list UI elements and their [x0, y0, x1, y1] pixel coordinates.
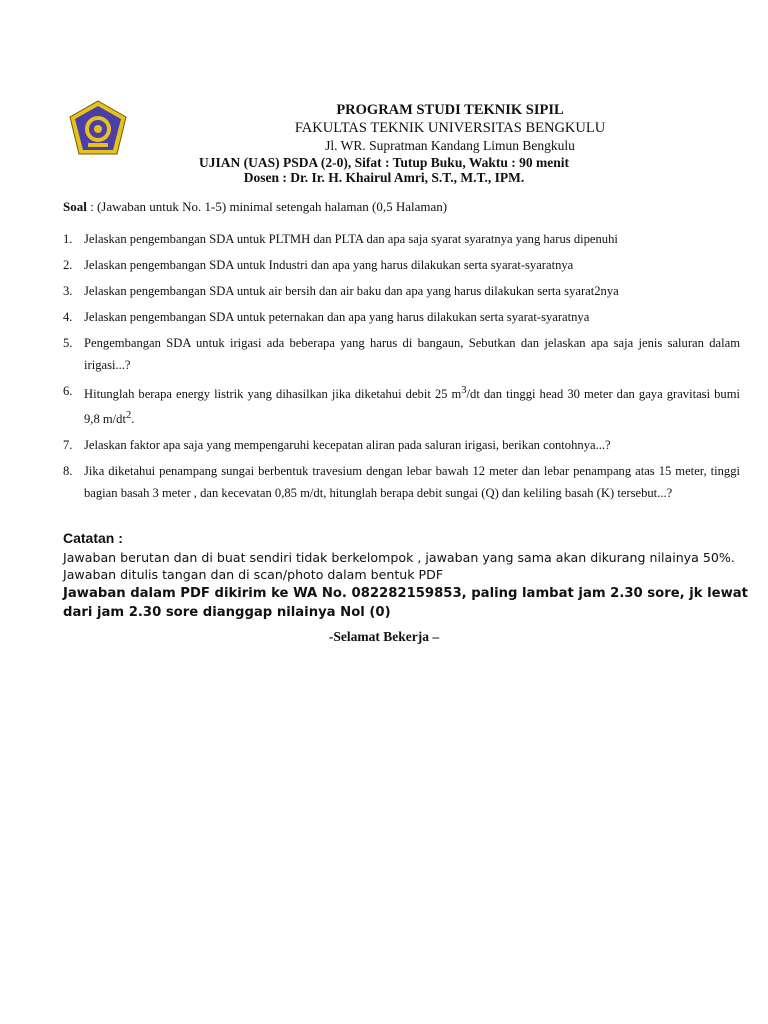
question-text: Jelaskan faktor apa saja yang mempengaruhi kecepatan aliran pada saluran irigasi, berikan contohnya...? [84, 438, 611, 453]
question-text: Pengembangan SDA untuk irigasi ada beberapa yang harus di bangaun, Sebutkan dan jelaskan apa saja jenis saluran dalam irigasi...? [84, 336, 740, 372]
question-item [63, 460, 740, 504]
question-item [63, 306, 740, 328]
question-text: Jelaskan pengembangan SDA untuk Industri dan apa yang harus dilakukan serta syarat-syaratnya [84, 258, 574, 272]
note-line: Jawaban ditulis tangan dan di scan/photo dalam bentuk PDF [63, 567, 444, 582]
soal-text: : (Jawaban untuk No. 1-5) minimal setengah halaman (0,5 Halaman) [86, 199, 448, 214]
question-number: 4. [63, 310, 73, 324]
question-number: 8. [63, 464, 73, 479]
exam-info: UJIAN (UAS) PSDA (2-0), Sifat : Tutup Buku, Waktu : 90 menit [199, 155, 569, 170]
question-text: Jika diketahui penampang sungai berbentuk travesium dengan lebar bawah 12 meter dan lebar penampang atas 15 meter, tinggi bagian basah 3 meter , dan kecevatan 0,85 m/dt, hitunglah berapa debit sungai (Q) dan keliling basah (K) tersebut...? [84, 464, 740, 501]
question-text: Jelaskan pengembangan SDA untuk peternakan dan apa yang harus dilakukan serta syarat-syaratnya [84, 310, 590, 324]
closing-text: -Selamat Bekerja – [328, 629, 440, 644]
question-number: 7. [63, 438, 73, 453]
question-item [63, 280, 740, 302]
question-text-part: /dt dan tinggi head 30 meter dan gaya gravitasi bumi 9,8 m/dt [84, 387, 740, 427]
question-number: 1. [63, 232, 73, 246]
soal-label: Soal [63, 199, 87, 214]
question-item [63, 254, 740, 276]
question-text-part: Hitunglah berapa energy listrik yang dihasilkan jika diketahui debit 25 m [84, 387, 462, 402]
notes-section [63, 530, 753, 622]
question-number: 3. [63, 284, 73, 298]
question-text: Jelaskan pengembangan SDA untuk air bersih dan air baku dan apa yang harus dilakukan serta syarat2nya [84, 284, 619, 298]
address: Jl. WR. Supratman Kandang Limun Bengkulu [325, 138, 575, 153]
question-number: 5. [63, 336, 73, 350]
note-line-deadline: Jawaban dalam PDF dikirim ke WA No. 082282159853, paling lambat jam 2.30 sore, jk lewat dari jam 2.30 sore dianggap nilainya Nol (0) [63, 586, 748, 620]
superscript: 2 [125, 410, 132, 422]
question-item [63, 380, 740, 430]
note-line: Jawaban berutan dan di buat sendiri tidak berkelompok , jawaban yang sama akan dikurang nilainya 50%. [63, 550, 735, 565]
superscript: 3 [461, 385, 467, 396]
question-item [63, 332, 740, 376]
question-item [63, 228, 740, 250]
university-emblem-icon [68, 99, 128, 157]
question-item [63, 434, 740, 456]
notes-title: Catatan : [63, 530, 123, 546]
question-text: Jelaskan pengembangan SDA untuk PLTMH dan PLTA dan apa saja syarat syaratnya yang harus dipenuhi [84, 232, 618, 246]
question-text-part: . [131, 412, 135, 427]
question-number: 2. [63, 258, 73, 272]
question-text [84, 387, 740, 426]
lecturer-info: Dosen : Dr. Ir. H. Khairul Amri, S.T., M.T., IPM. [243, 170, 525, 185]
soal-instruction [63, 199, 447, 215]
faculty-name: FAKULTAS TEKNIK UNIVERSITAS BENGKULU [294, 120, 606, 136]
program-title: PROGRAM STUDI TEKNIK SIPIL [336, 102, 564, 118]
question-number: 6. [63, 384, 73, 398]
question-list [63, 228, 740, 508]
